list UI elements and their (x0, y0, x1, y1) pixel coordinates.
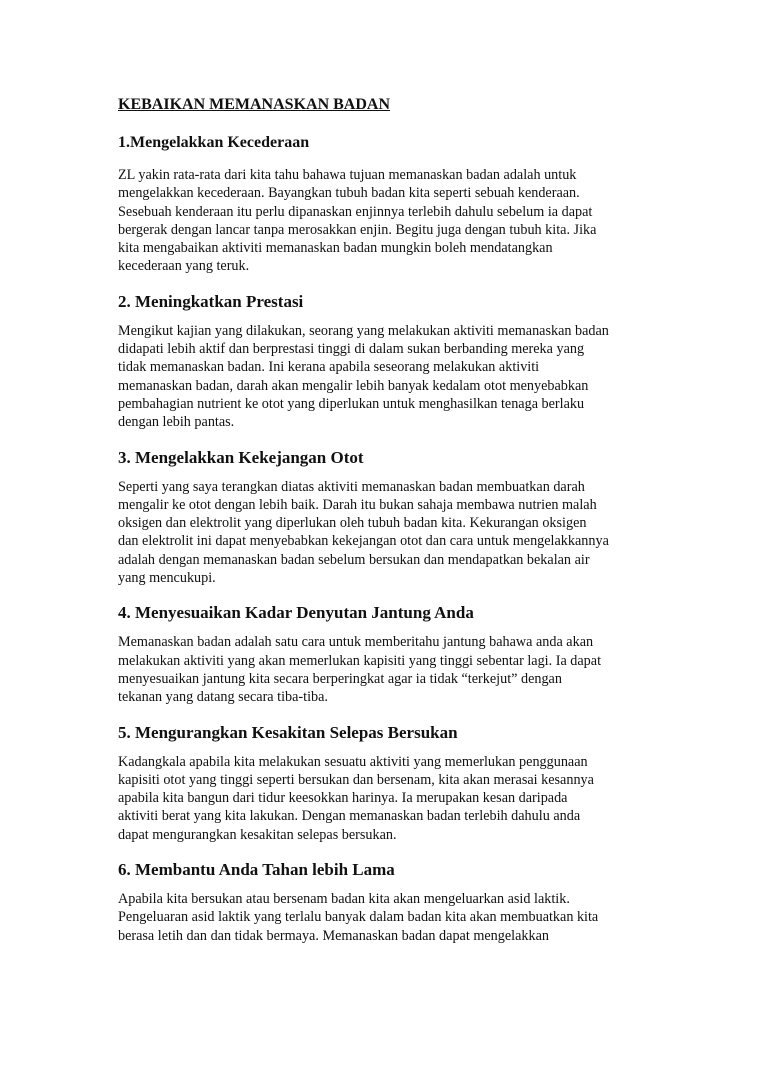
section-paragraph (118, 633, 678, 706)
document-title: KEBAIKAN MEMANASKAN BADAN (118, 96, 391, 113)
section-heading: 4. Menyesuaikan Kadar Denyutan Jantung Anda (118, 603, 474, 623)
section-paragraph (118, 322, 678, 432)
text-line: bergerak dengan lancar tanpa merosakkan enjin. Begitu juga dengan tubuh kita. Jika (118, 221, 597, 238)
section-paragraph (118, 478, 678, 588)
text-line: Kadangkala apabila kita melakukan sesuatu aktiviti yang memerlukan penggunaan (118, 753, 588, 770)
text-line: kita mengabaikan aktiviti memanaskan badan mungkin boleh mendatangkan (118, 240, 553, 257)
text-line: dapat mengurangkan kesakitan selepas bersukan. (118, 826, 397, 843)
text-line: tidak memanaskan badan. Ini kerana apabila seseorang melakukan aktiviti (118, 359, 540, 376)
text-line: memanaskan badan, darah akan mengalir lebih banyak kedalam otot menyebabkan (118, 377, 589, 394)
section-paragraph (118, 890, 678, 945)
section-heading: 5. Mengurangkan Kesakitan Selepas Bersukan (118, 722, 458, 742)
text-line: menyesuaikan jantung kita secara berperingkat agar ia tidak “terkejut” dengan (118, 670, 562, 687)
section-heading: 6. Membantu Anda Tahan lebih Lama (118, 860, 395, 880)
text-line: Pengeluaran asid laktik yang terlalu banyak dalam badan kita akan membuatkan kita (118, 909, 599, 926)
section-4 (118, 602, 678, 706)
section-3 (118, 447, 678, 588)
text-line: dengan lebih pantas. (118, 414, 235, 431)
text-line: mengalir ke otot dengan lebih baik. Darah itu bukan sahaja membawa nutrien malah (118, 496, 597, 513)
text-line: aktiviti berat yang kita lakukan. Dengan memanaskan badan terlebih dahulu anda (118, 808, 581, 825)
text-line: yang mencukupi. (118, 570, 216, 587)
section-1 (118, 132, 678, 276)
document-page (118, 95, 678, 960)
text-line: dan elektrolit ini dapat menyebabkan kekejangan otot dan cara untuk mengelakkannya (118, 533, 609, 550)
text-line: adalah dengan memanaskan badan sebelum bersukan dan mendapatkan bekalan air (118, 551, 590, 568)
text-line: tekanan yang datang secara tiba-tiba. (118, 689, 328, 706)
section-heading: 1.Mengelakkan Kecederaan (118, 134, 310, 151)
text-line: Memanaskan badan adalah satu cara untuk memberitahu jantung bahawa anda akan (118, 634, 594, 651)
text-line: apabila kita bangun dari tidur keesokkan harinya. Ia merupakan kesan daripada (118, 790, 568, 807)
text-line: kecederaan yang teruk. (118, 258, 250, 275)
section-6 (118, 859, 678, 945)
text-line: Sesebuah kenderaan itu perlu dipanaskan enjinnya terlebih dahulu sebelum ia dapat (118, 203, 593, 220)
section-2 (118, 291, 678, 432)
section-heading: 2. Meningkatkan Prestasi (118, 291, 304, 311)
text-line: oksigen dan elektrolit yang diperlukan oleh tubuh badan kita. Kekurangan oksigen (118, 515, 587, 532)
text-line: mengelakkan kecederaan. Bayangkan tubuh badan kita seperti sebuah kenderaan. (118, 185, 580, 202)
section-heading: 3. Mengelakkan Kekejangan Otot (118, 447, 364, 467)
section-paragraph (118, 166, 678, 276)
text-line: ZL yakin rata-rata dari kita tahu bahawa tujuan memanaskan badan adalah untuk (118, 167, 577, 183)
text-line: Seperti yang saya terangkan diatas aktiviti memanaskan badan membuatkan darah (118, 478, 585, 495)
text-line: pembahagian nutrient ke otot yang diperlukan untuk menghasilkan tenaga berlaku (118, 395, 585, 412)
text-line: berasa letih dan dan tidak bermaya. Memanaskan badan dapat mengelakkan (118, 927, 549, 944)
text-line: melakukan aktiviti yang akan memerlukan kapisiti yang tinggi sebentar lagi. Ia dapat (118, 652, 602, 669)
text-line: Mengikut kajian yang dilakukan, seorang yang melakukan aktiviti memanaskan badan (118, 322, 609, 339)
text-line: didapati lebih aktif dan berprestasi tinggi di dalam sukan berbanding mereka yang (118, 341, 585, 358)
section-paragraph (118, 753, 678, 844)
text-line: kapisiti otot yang tinggi seperti bersukan dan bersenam, kita akan merasai kesannya (118, 771, 594, 788)
text-line: Apabila kita bersukan atau bersenam badan kita akan mengeluarkan asid laktik. (118, 891, 570, 908)
section-5 (118, 722, 678, 844)
